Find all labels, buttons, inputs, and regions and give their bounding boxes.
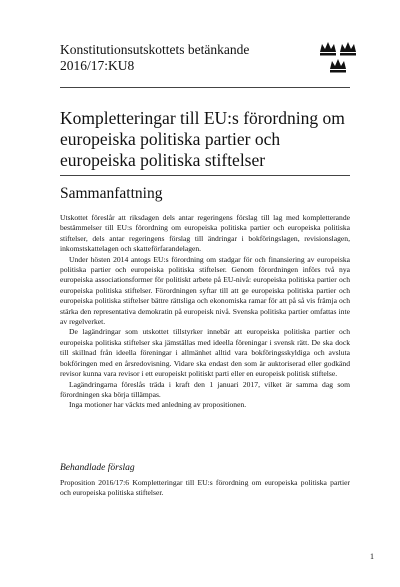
report-title: Konstitutionsutskottets betänkande [60, 42, 250, 57]
document-header [60, 42, 350, 74]
three-crowns-icon [318, 40, 358, 76]
summary-paragraph: De lagändringar som utskottet tillstyrker innebär att europeiska politiska partier och europeiska politiska stiftelser ska jämställas med ideella föreningar i svensk rätt. De ska dock till skillnad från ideella föreningar i allmänhet alltid vara bokföringsskyldiga och avsluta bokföringen med en årsredovisning. Vidare ska endast den som är auktoriserad eller godkänd revisor kunna vara revisor i ett europeiskt politiskt parti eller en europeisk politisk stiftelse. [60, 327, 350, 379]
page-number: 1 [370, 552, 374, 561]
handled-proposals-text: Proposition 2016/17:6 Kompletteringar till EU:s förordning om europeiska politiska partier och europeiska politiska stiftelser. [60, 478, 350, 498]
summary-body [60, 213, 350, 411]
handled-proposals-heading: Behandlade förslag [60, 463, 135, 473]
header-divider [60, 87, 350, 88]
summary-heading: Sammanfattning [60, 185, 163, 202]
summary-paragraph: Inga motioner har väckts med anledning av propositionen. [69, 400, 247, 410]
document-title: Kompletteringar till EU:s förordning om europeiska politiska partier och europeiska politiska stiftelser [60, 108, 345, 170]
summary-paragraph: Lagändringarna föreslås träda i kraft den 1 januari 2017, vilket är samma dag som förordningen ska börja tillämpas. [60, 379, 350, 399]
summary-paragraph: Utskottet föreslår att riksdagen dels antar regeringens förslag till lag med kompletterande bestämmelser till EU:s förordning om europeiska politiska partier och europeiska politiska stiftelser, dels antar regeringens förslag till ändringar i bokföringslagen, revisionslagen, inkomstskattelagen och skatteförfarandelagen. [60, 213, 350, 254]
summary-paragraph: Under hösten 2014 antogs EU:s förordning om stadgar för och finansiering av europeiska politiska partier och europeiska politiska stiftelser. Genom förordningen införs två nya europeiska associationsformer för politiskt arbete på EU-nivå: europeiska politiska partier och europeiska politiska stiftelser. Förordningen syftar till att ge europeiska politiska partier och europeiska politiska stiftelser bättre rättsliga och ekonomiska ramar för att på så vis främja och stärka den representativa demokratin på europeisk nivå. Svenska politiska partier omfattas inte av regelverket. [60, 254, 350, 327]
report-number: 2016/17:KU8 [60, 58, 135, 73]
title-divider [60, 175, 350, 176]
